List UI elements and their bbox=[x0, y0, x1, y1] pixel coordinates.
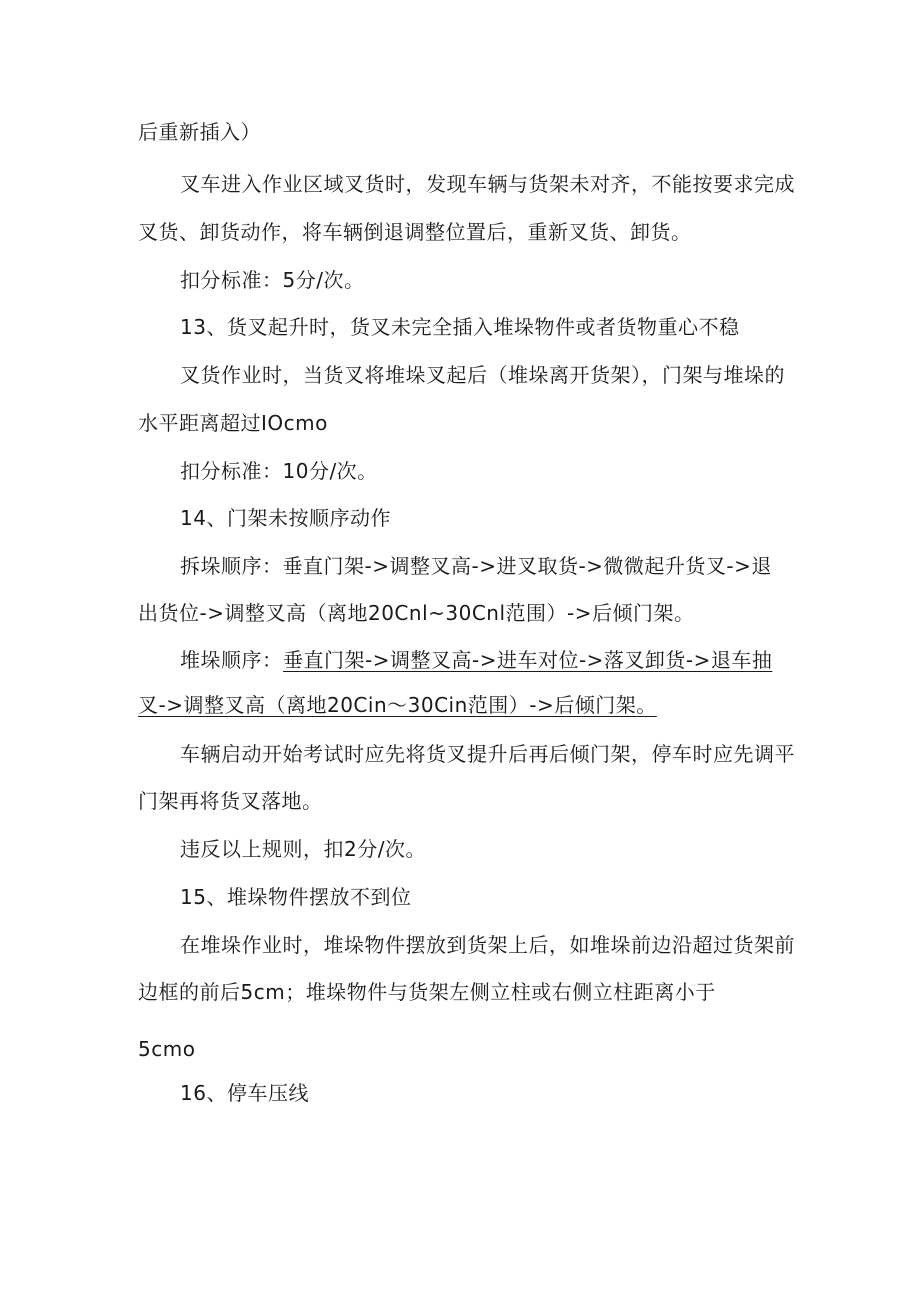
text-line: 拆垛顺序：垂直门架->调整叉高->进叉取货->微微起升货叉->退 bbox=[180, 554, 772, 578]
section-heading: 16、停车压线 bbox=[180, 1081, 309, 1105]
text-line: 扣分标准：10分/次。 bbox=[180, 459, 378, 483]
text-line: 扣分标准：5分/次。 bbox=[180, 268, 365, 292]
text-line-underlined: 叉->调整叉高（离地20Cin～30Cin范围）->后倾门架。 bbox=[138, 693, 657, 717]
text-line: 水平距离超过IOcmo bbox=[138, 411, 328, 435]
text-line: 违反以上规则，扣2分/次。 bbox=[180, 837, 426, 861]
text-line: 车辆启动开始考试时应先将货叉提升后再后倾门架，停车时应先调平 bbox=[180, 742, 795, 766]
text-line-underlined: 垂直门架->调整叉高->进车对位->落叉卸货->退车抽 bbox=[283, 648, 773, 672]
text-line: 门架再将货叉落地。 bbox=[138, 789, 323, 813]
text-line: 叉货、卸货动作，将车辆倒退调整位置后，重新叉货、卸货。 bbox=[138, 220, 692, 244]
text-line: 在堆垛作业时，堆垛物件摆放到货架上后，如堆垛前边沿超过货架前 bbox=[180, 933, 795, 957]
section-heading: 14、门架未按顺序动作 bbox=[180, 506, 391, 530]
text-line: 后重新插入） bbox=[138, 120, 261, 144]
section-heading: 15、堆垛物件摆放不到位 bbox=[180, 885, 412, 909]
text-line-label: 堆垛顺序： bbox=[180, 648, 283, 672]
section-heading: 13、货叉起升时，货叉未完全插入堆垛物件或者货物重心不稳 bbox=[180, 315, 740, 339]
text-line: 叉货作业时，当货叉将堆垛叉起后（堆垛离开货架），门架与堆垛的 bbox=[180, 363, 785, 387]
text-line: 叉车进入作业区域叉货时，发现车辆与货架未对齐，不能按要求完成 bbox=[180, 172, 795, 196]
text-line: 出货位->调整叉高（离地20Cnl~30Cnl范围）->后倾门架。 bbox=[138, 601, 695, 625]
text-line: 5cmo bbox=[138, 1037, 196, 1061]
text-line: 边框的前后5cm；堆垛物件与货架左侧立柱或右侧立柱距离小于 bbox=[138, 980, 716, 1004]
